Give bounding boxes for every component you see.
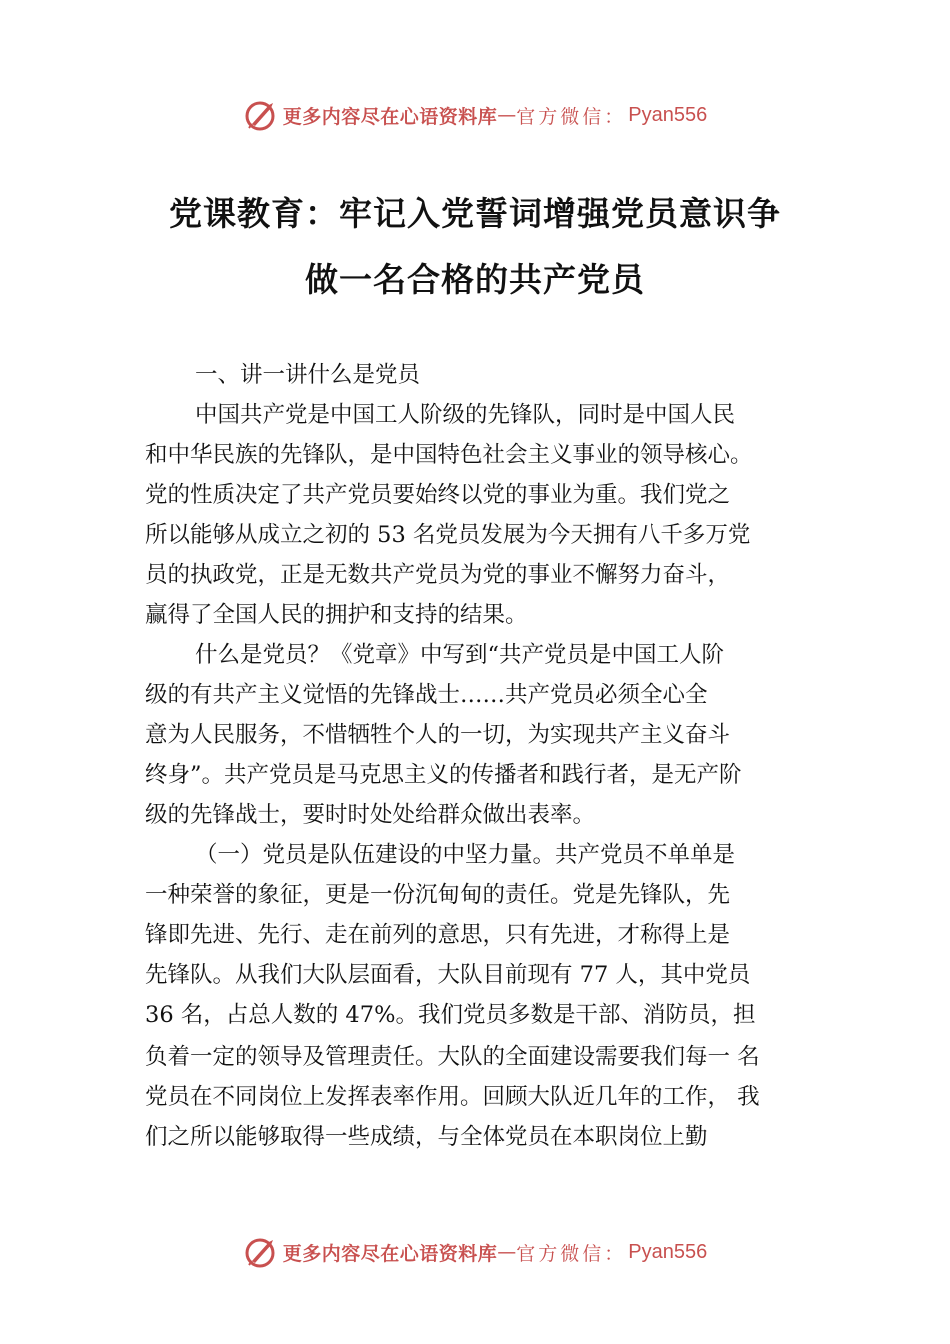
header-watermark bbox=[0, 95, 950, 135]
text-line: （一）党员是队伍建设的中坚力量。共产党员不单单是 bbox=[195, 842, 736, 868]
watermark-wechat-label: 官方微信： bbox=[516, 1242, 627, 1265]
text-line: 锋即先进、先行、走在前列的意思，只有先进，才称得上是 bbox=[145, 922, 731, 948]
document-title-line-2: 做一名合格的共产党员 bbox=[305, 260, 645, 299]
footer-watermark bbox=[0, 1232, 950, 1272]
text-line: 终身”。共产党员是马克思主义的传播者和践行者，是无产阶 bbox=[145, 762, 742, 788]
watermark-wechat-id: Pyan556 bbox=[628, 103, 708, 126]
text-line: 什么是党员？《党章》中写到“共产党员是中国工人阶 bbox=[195, 642, 725, 668]
text-line: 党员在不同岗位上发挥表率作用。回顾大队近几年的工作， 我 bbox=[145, 1084, 760, 1110]
watermark-separator: — bbox=[497, 104, 517, 126]
text-line: 一种荣誉的象征，更是一份沉甸甸的责任。党是先锋队，先 bbox=[145, 882, 731, 908]
text-line: 36 名，占总人数的 47%。我们党员多数是干部、消防员，担 bbox=[145, 1002, 756, 1028]
text-line: 先锋队。从我们大队层面看，大队目前现有 77 人，其中党员 bbox=[145, 962, 751, 988]
text-line: 和中华民族的先锋队，是中国特色社会主义事业的领导核心。 bbox=[145, 442, 753, 468]
text-line: 党的性质决定了共产党员要始终以党的事业为重。我们党之 bbox=[145, 482, 731, 508]
text-line: 们之所以能够取得一些成绩，与全体党员在本职岗位上勤 bbox=[145, 1124, 708, 1150]
quill-pen-logo-icon bbox=[243, 1234, 279, 1270]
text-line: 意为人民服务，不惜牺牲个人的一切，为实现共产主义奋斗 bbox=[145, 722, 731, 748]
text-line: 级的有共产主义觉悟的先锋战士……共产党员必须全心全 bbox=[145, 682, 708, 708]
text-line: 赢得了全国人民的拥护和支持的结果。 bbox=[145, 602, 528, 628]
watermark-separator: — bbox=[497, 1241, 517, 1263]
watermark-wechat-id: Pyan556 bbox=[628, 1240, 708, 1263]
text-line: 所以能够从成立之初的 53 名党员发展为今天拥有八千多万党 bbox=[145, 522, 751, 548]
text-line: 中国共产党是中国工人阶级的先锋队，同时是中国人民 bbox=[195, 402, 736, 428]
text-line: 级的先锋战士，要时时处处给群众做出表率。 bbox=[145, 802, 596, 828]
quill-pen-logo-icon bbox=[243, 97, 279, 133]
document-title-line-1: 党课教育：牢记入党誓词增强党员意识争 bbox=[169, 194, 781, 233]
text-line: 员的执政党，正是无数共产党员为党的事业不懈努力奋斗， bbox=[145, 562, 731, 588]
text-line: 负着一定的领导及管理责任。大队的全面建设需要我们每一 名 bbox=[145, 1044, 760, 1070]
watermark-wechat-label: 官方微信： bbox=[516, 105, 627, 128]
watermark-text: 更多内容尽在心语资料库 bbox=[282, 1242, 498, 1265]
section-heading: 一、讲一讲什么是党员 bbox=[195, 362, 421, 388]
watermark-text: 更多内容尽在心语资料库 bbox=[282, 105, 498, 128]
